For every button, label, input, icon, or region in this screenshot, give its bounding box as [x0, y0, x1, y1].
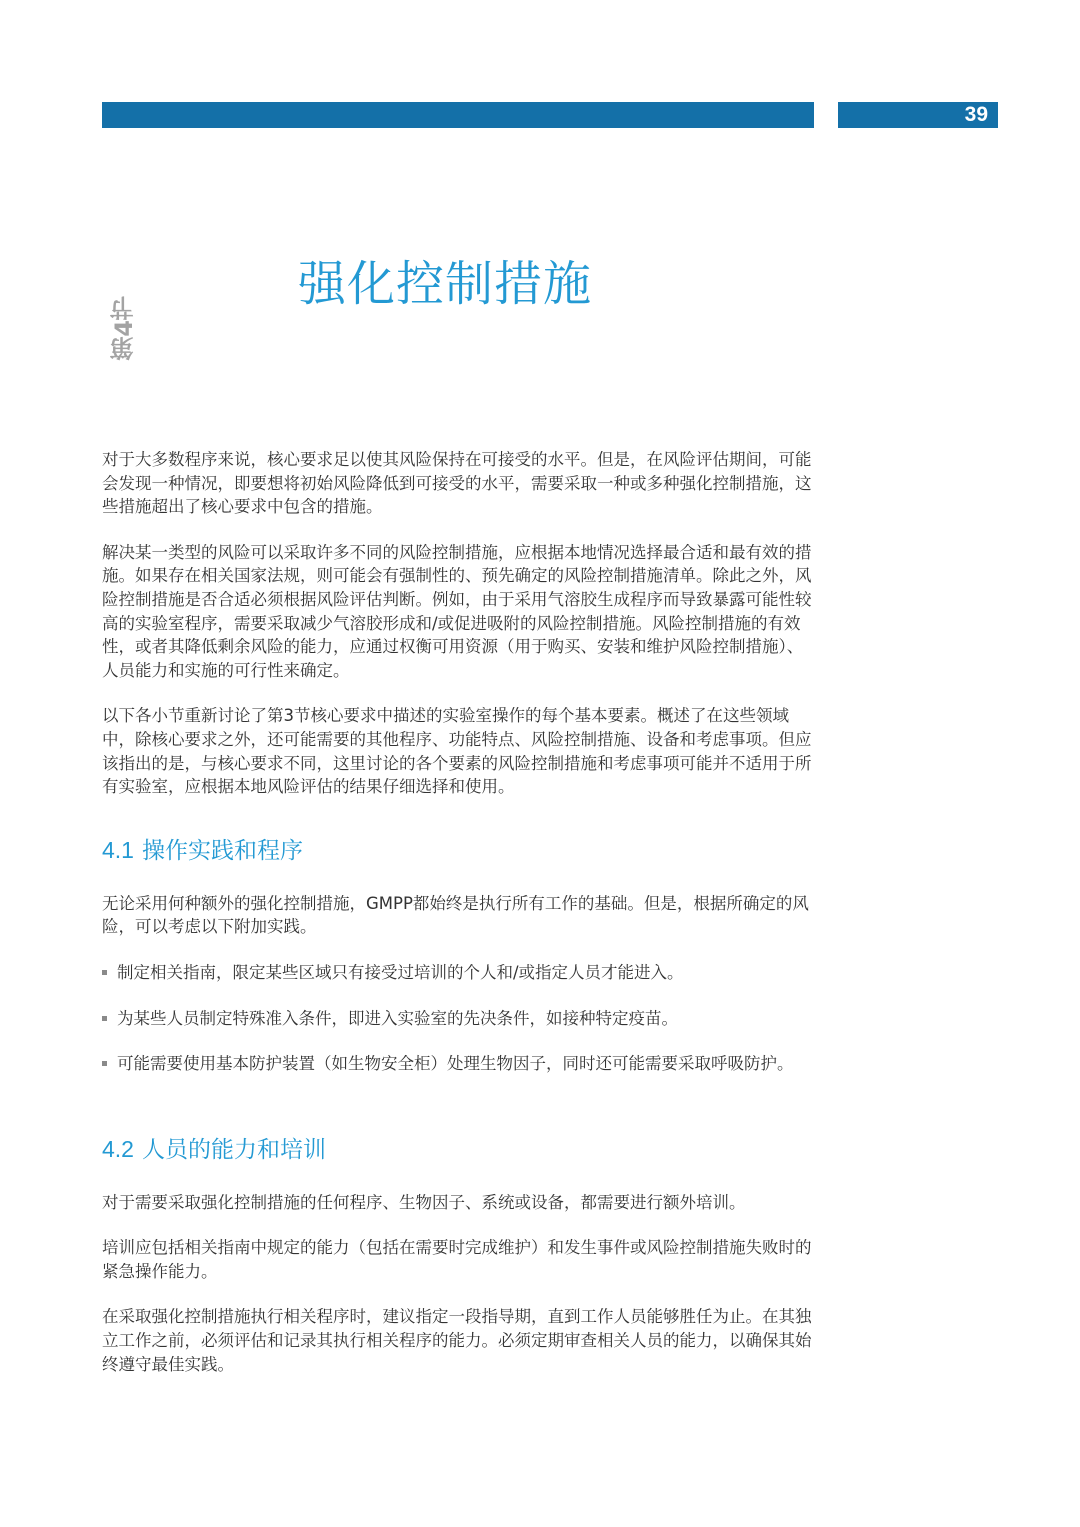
section-4-2-paragraph-2: 培训应包括相关指南中规定的能力（包括在需要时完成维护）和发生事件或风险控制措施失败时的紧急操作能力。: [102, 1238, 812, 1281]
section-4-2-paragraph-1: 对于需要采取强化控制措施的任何程序、生物因子、系统或设备，都需要进行额外培训。: [102, 1192, 746, 1212]
bullet-marker-icon: [102, 1061, 107, 1066]
chapter-title: 强化控制措施: [298, 256, 593, 312]
bullet-marker-icon: [102, 1016, 107, 1021]
intro-paragraph-2: 解决某一类型的风险可以采取许多不同的风险控制措施，应根据本地情况选择最合适和最有效的措施。如果存在相关国家法规，则可能会有强制性的、预先确定的风险控制措施清单。除此之外，风险控制措施是否合适必须根据风险评估判断。例如，由于采用气溶胶生成程序而导致暴露可能性较高的实验室程序，需要采取减少气溶胶形成和/或促进吸附的风险控制措施。风险控制措施的有效性，或者其降低剩余风险的能力，应通过权衡可用资源（用于购买、安装和维护风险控制措施）、人员能力和实施的可行性来确定。: [102, 542, 812, 680]
bullet-text: 为某些人员制定特殊准入条件，即进入实验室的先决条件，如接种特定疫苗。: [117, 1008, 678, 1028]
bullet-marker-icon: [102, 970, 107, 975]
page-content: [102, 448, 816, 1398]
bullet-text: 制定相关指南，限定某些区域只有接受过培训的个人和/或指定人员才能进入。: [117, 962, 684, 982]
section-4-1-title: 操作实践和程序: [141, 837, 303, 864]
section-tab: 第4节: [110, 296, 138, 361]
bullet-item: [102, 961, 816, 985]
intro-paragraph-3: 以下各小节重新讨论了第3节核心要求中描述的实验室操作的每个基本要素。概述了在这些领域中，除核心要求之外，还可能需要的其他程序、功能特点、风险控制措施、设备和考虑事项。但应该指出的是，与核心要求不同，这里讨论的各个要素的风险控制措施和考虑事项可能并不适用于所有实验室，应根据本地风险评估的结果仔细选择和使用。: [102, 706, 812, 797]
header-bar: [102, 102, 814, 128]
bullet-text: 可能需要使用基本防护装置（如生物安全柜）处理生物因子，同时还可能需要采取呼吸防护。: [117, 1054, 794, 1074]
section-4-2-paragraph-3: 在采取强化控制措施执行相关程序时，建议指定一段指导期，直到工作人员能够胜任为止。在其独立工作之前，必须评估和记录其执行相关程序的能力。必须定期审查相关人员的能力，以确保其始终遵守最佳实践。: [102, 1307, 812, 1374]
section-4-2-number: 4.2: [102, 1135, 134, 1162]
section-4-2-title: 人员的能力和培训: [141, 1136, 326, 1163]
section-4-1-paragraph: 无论采用何种额外的强化控制措施，GMPP都始终是执行所有工作的基础。但是，根据所确定的风险，可以考虑以下附加实践。: [102, 893, 809, 937]
section-4-1-heading: [102, 835, 816, 866]
bullet-item: [102, 1052, 816, 1076]
section-4-1-number: 4.1: [102, 836, 134, 863]
intro-paragraph-1: 对于大多数程序来说，核心要求足以使其风险保持在可接受的水平。但是，在风险评估期间，可能会发现一种情况，即要想将初始风险降低到可接受的水平，需要采取一种或多种强化控制措施，这些措施超出了核心要求中包含的措施。: [102, 450, 812, 517]
page-number-box: [838, 102, 998, 128]
page-number: 39: [964, 103, 988, 126]
bullet-item: [102, 1007, 816, 1031]
section-4-2-heading: [102, 1134, 816, 1165]
